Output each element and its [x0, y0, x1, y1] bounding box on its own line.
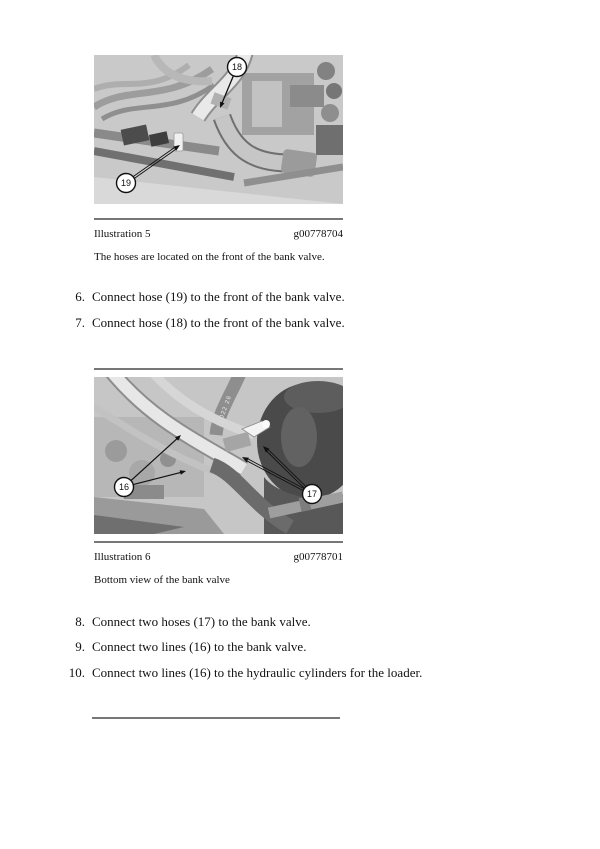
- callout-17-label: 17: [306, 489, 318, 500]
- step-7-number: 7.: [75, 315, 85, 330]
- step-6-number: 6.: [75, 289, 85, 304]
- step-9-number: 9.: [75, 639, 85, 654]
- step-7: [55, 315, 345, 331]
- figure-2-top-rule: [94, 368, 343, 370]
- callout-19-label: 19: [120, 178, 132, 189]
- figure-1-caption: [94, 228, 343, 241]
- illustration-5-photo: [94, 55, 343, 204]
- figure-2-caption: [94, 551, 343, 564]
- illustration-6-photo: [94, 377, 343, 534]
- step-8: [55, 614, 311, 630]
- figure-1-description: The hoses are located on the front of the bank valve.: [94, 251, 325, 263]
- figure-1-caption-number: Illustration 5: [94, 228, 151, 240]
- figure-2-photo-id: g00778701: [293, 551, 343, 563]
- callout-19: [117, 174, 136, 193]
- section-end-rule: [92, 717, 340, 719]
- callout-18: [228, 58, 247, 77]
- step-10-text: Connect two lines (16) to the hydraulic cylinders for the loader.: [92, 665, 423, 680]
- step-10-number: 10.: [68, 665, 85, 680]
- step-8-text: Connect two hoses (17) to the bank valve.: [92, 614, 311, 629]
- step-6-text: Connect hose (19) to the front of the bank valve.: [92, 289, 345, 304]
- figure-1-rule: [94, 218, 343, 220]
- step-9: [55, 639, 306, 655]
- callout-18-label: 18: [231, 62, 243, 73]
- hose-marking-text: 18022 26: [216, 394, 234, 428]
- figure-1-photo-id: g00778704: [293, 228, 343, 240]
- step-9-text: Connect two lines (16) to the bank valve.: [92, 639, 307, 654]
- figure-2-rule: [94, 541, 343, 543]
- step-10: [55, 665, 422, 681]
- step-8-number: 8.: [75, 614, 85, 629]
- callout-17: [303, 485, 322, 504]
- callout-16: [115, 478, 134, 497]
- figure-2-description: Bottom view of the bank valve: [94, 574, 230, 586]
- photo2-scene: [94, 377, 343, 534]
- figure-2-caption-number: Illustration 6: [94, 551, 151, 563]
- step-6: [55, 289, 345, 305]
- callout-16-label: 16: [118, 482, 130, 493]
- step-7-text: Connect hose (18) to the front of the bank valve.: [92, 315, 345, 330]
